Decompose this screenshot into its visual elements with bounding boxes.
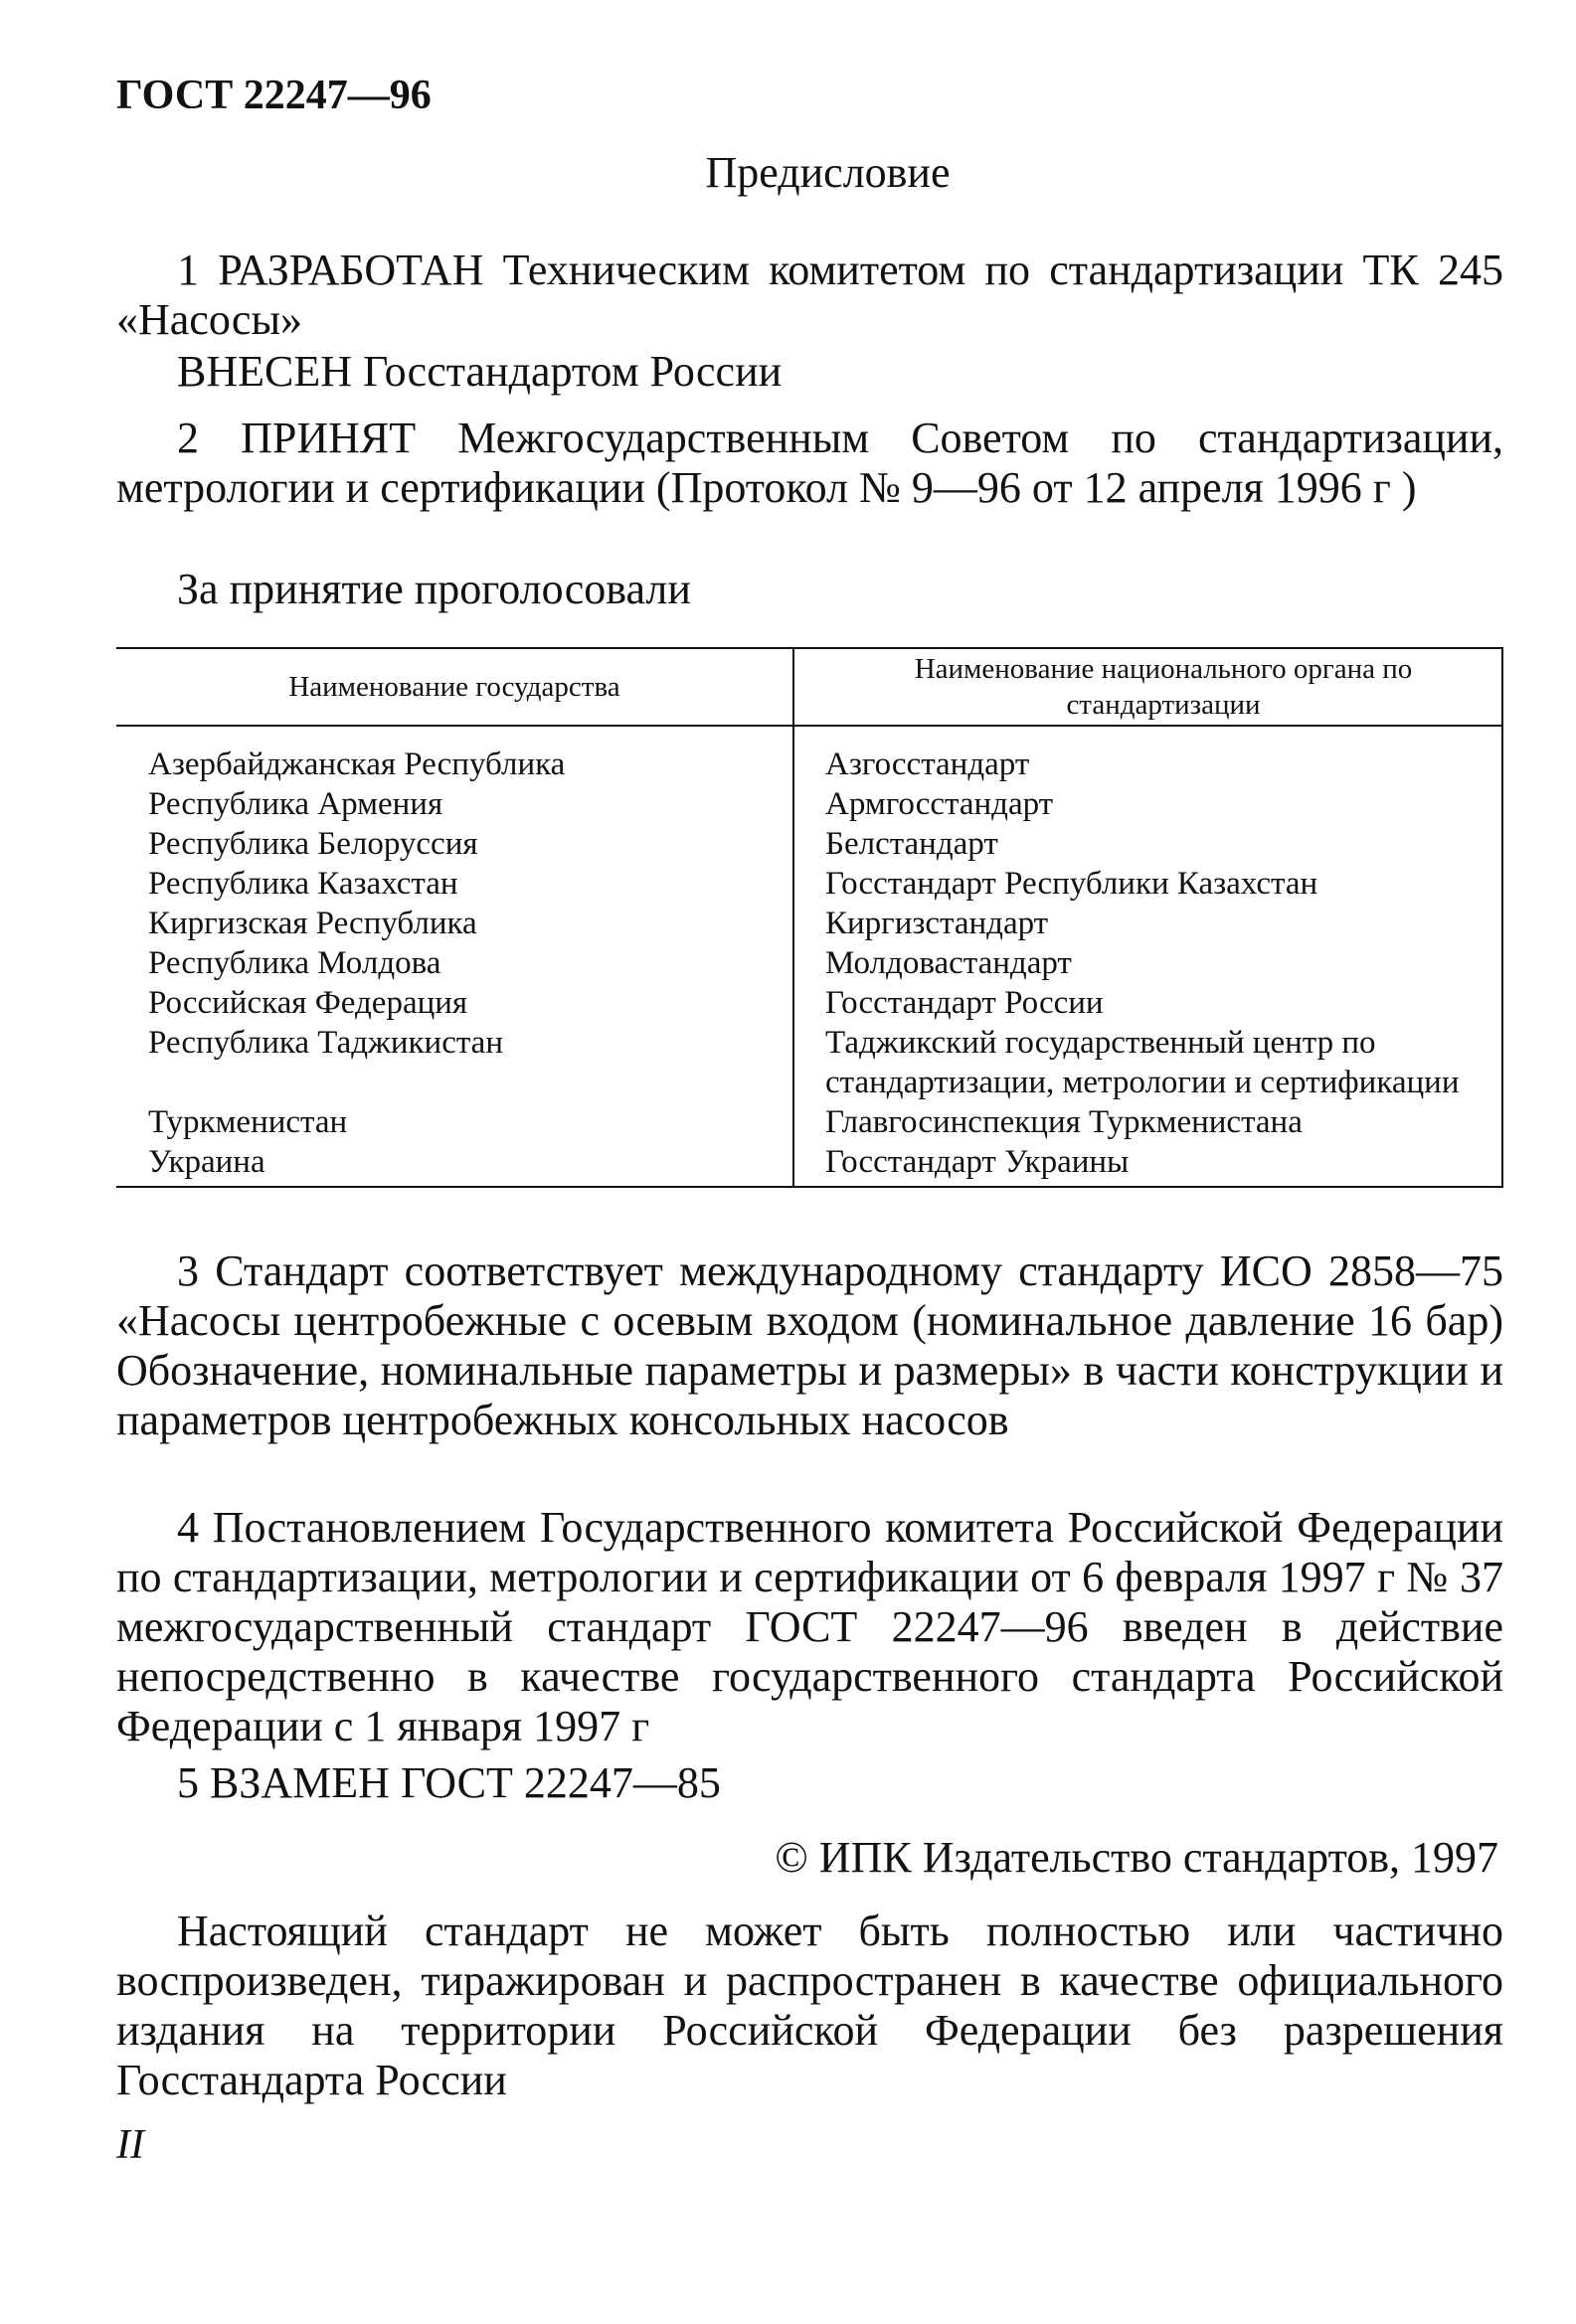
item-2-text: 2 ПРИНЯТ Межгосударственным Советом по стандартизации, метрологии и сертификации (Протокол № 9—96 от 12 апреля 1996 г ) bbox=[116, 414, 1503, 512]
section-title: Предисловие bbox=[705, 148, 951, 197]
item-2-adopted bbox=[116, 414, 1503, 513]
body-cell: Киргизстандарт bbox=[793, 904, 1502, 943]
header-state: Наименование государства bbox=[116, 648, 793, 726]
state-cell: Республика Таджикистан bbox=[116, 1023, 793, 1102]
item-4-enactment bbox=[116, 1503, 1503, 1751]
state-cell: Азербайджанская Республика bbox=[116, 726, 793, 784]
state-cell: Республика Армения bbox=[116, 784, 793, 824]
table-row bbox=[116, 1102, 1502, 1142]
vote-intro-text: За принятие проголосовали bbox=[177, 565, 691, 613]
body-cell: Армгосстандарт bbox=[793, 784, 1502, 824]
item-4-text: 4 Постановлением Государственного комитета Российской Федерации по стандартизации, метрологии и сертификации от 6 февраля 1997 г № 37 межгосударственный стандарт ГОСТ 22247—96 введен в действие непосредственно в качестве государственного стандарта Российской Федерации с 1 января 1997 г bbox=[116, 1503, 1503, 1750]
body-cell: Госстандарт Республики Казахстан bbox=[793, 864, 1502, 904]
item-1-developed bbox=[116, 246, 1503, 345]
item-1-submitted-text: ВНЕСЕН Госстандартом России bbox=[177, 347, 783, 396]
table-row bbox=[116, 943, 1502, 983]
table-row bbox=[116, 983, 1502, 1023]
body-cell: Госстандарт России bbox=[793, 983, 1502, 1023]
state-cell: Республика Молдова bbox=[116, 943, 793, 983]
state-cell: Туркменистан bbox=[116, 1102, 793, 1142]
body-cell: Главгосинспекция Туркменистана bbox=[793, 1102, 1502, 1142]
body-cell: Молдовастандарт bbox=[793, 943, 1502, 983]
item-1-submitted bbox=[116, 347, 1503, 397]
item-3-text: 3 Стандарт соответствует международному стандарту ИСО 2858—75 «Насосы центробежные с осевым входом (номинальное давление 16 бар) Обозначение, номинальные параметры и размеры» в части конструкции и параметров центробежных консольных насосов bbox=[116, 1246, 1503, 1444]
copyright-line: © ИПК Издательство стандартов, 1997 bbox=[775, 1833, 1498, 1882]
body-cell: Азгосстандарт bbox=[793, 726, 1502, 784]
reproduction-notice bbox=[116, 1907, 1503, 2105]
vote-intro bbox=[116, 565, 1503, 614]
item-5-replaces bbox=[116, 1758, 1503, 1808]
state-cell: Российская Федерация bbox=[116, 983, 793, 1023]
page-number: II bbox=[116, 2122, 144, 2168]
voting-states-table bbox=[116, 647, 1503, 1188]
table-row bbox=[116, 824, 1502, 864]
table-row bbox=[116, 864, 1502, 904]
state-cell: Республика Белоруссия bbox=[116, 824, 793, 864]
body-cell: Госстандарт Украины bbox=[793, 1142, 1502, 1187]
table-row bbox=[116, 1023, 1502, 1102]
body-cell: Белстандарт bbox=[793, 824, 1502, 864]
reproduction-notice-text: Настоящий стандарт не может быть полностью или частично воспроизведен, тиражирован и распространен в качестве официального издания на территории Российской Федерации без разрешения Госстандарта России bbox=[116, 1907, 1503, 2104]
document-code: ГОСТ 22247—96 bbox=[116, 73, 432, 118]
table-row bbox=[116, 726, 1502, 784]
state-cell: Киргизская Республика bbox=[116, 904, 793, 943]
table-header-row bbox=[116, 648, 1502, 726]
item-5-text: 5 ВЗАМЕН ГОСТ 22247—85 bbox=[177, 1758, 721, 1807]
item-1-text: 1 РАЗРАБОТАН Техническим комитетом по стандартизации ТК 245 «Насосы» bbox=[116, 246, 1503, 344]
body-cell: Таджикский государственный центр по стандартизации, метрологии и сертификации bbox=[793, 1023, 1502, 1102]
table-row bbox=[116, 904, 1502, 943]
item-3-conformity bbox=[116, 1246, 1503, 1445]
table-row bbox=[116, 784, 1502, 824]
header-national-body: Наименование национального органа по стандартизации bbox=[793, 648, 1502, 726]
state-cell: Украина bbox=[116, 1142, 793, 1187]
state-cell: Республика Казахстан bbox=[116, 864, 793, 904]
table-row bbox=[116, 1142, 1502, 1187]
